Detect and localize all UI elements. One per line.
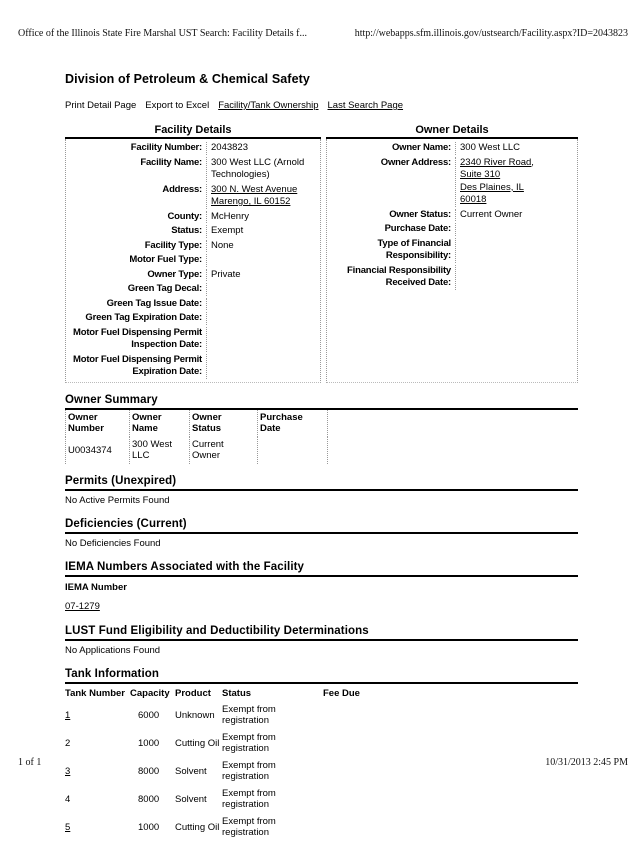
owner-summary-row [66,437,328,464]
owner-details-table [326,124,578,383]
detail-value [206,254,320,267]
print-header-title: Office of the Illinois State Fire Marshal UST Search: Facility Details f... [18,28,308,39]
detail-label: Motor Fuel Dispensing Permit Expiration Date: [73,353,202,377]
tank-fee-due [323,813,578,841]
tank-product: Solvent [175,765,207,777]
detail-label: Green Tag Issue Date: [106,297,202,309]
detail-value [206,327,320,352]
tank-capacity: 1000 [138,737,160,749]
detail-value-line [211,298,320,311]
detail-value-line [211,327,320,340]
detail-value-line [460,223,577,236]
nav-link[interactable]: Print Detail Page [65,100,137,111]
detail-value [455,209,577,222]
detail-label: Financial Responsibility Received Date: [347,264,451,288]
print-header [18,28,628,39]
detail-value [455,238,577,263]
detail-value-line: 300 West LLC [460,142,521,153]
tank-capacity: 1000 [138,821,160,833]
tank-status: Exempt from registration [222,788,276,810]
detail-value [206,298,320,311]
tank-column-header: Tank Number [65,687,126,699]
iema-heading: IEMA Numbers Associated with the Facility [65,561,578,577]
detail-row [66,311,320,326]
detail-value-line: Technologies) [211,169,270,180]
print-footer-page-number: 1 of 1 [18,757,42,768]
detail-row [66,224,320,239]
tank-number-link[interactable]: 1 [65,709,71,721]
tank-fee-due [323,701,578,729]
detail-row [327,208,577,223]
tank-status: Exempt from registration [222,704,276,726]
tank-row [65,701,578,729]
detail-value-line: Private [211,268,241,280]
detail-value-line: Des Plaines, IL [460,181,524,193]
tank-status: Exempt from registration [222,760,276,782]
print-footer [18,757,628,768]
detail-row [327,222,577,237]
detail-label: Motor Fuel Type: [129,254,202,265]
lust-message: No Applications Found [65,644,161,656]
detail-row [327,237,577,264]
tank-status: Exempt from registration [222,816,276,838]
owner-summary-column-header: Owner Number [66,410,130,437]
tank-column-header: Status [222,687,252,699]
detail-row [66,183,320,210]
tank-number-text: 2 [65,737,71,749]
owner-summary-cell: U0034374 [66,437,130,464]
tank-number [65,813,130,841]
tank-column-header: Product [175,687,211,699]
detail-value-line: None [211,239,234,251]
detail-row [327,156,577,208]
iema-column-header: IEMA Number [65,581,127,593]
page-title: Division of Petroleum & Chemical Safety [65,72,310,86]
deficiencies-heading: Deficiencies (Current) [65,518,578,534]
detail-value-line: Marengo, IL 60152 [211,196,291,207]
detail-label: Facility Type: [144,239,202,251]
tank-number-link[interactable]: 5 [65,821,71,833]
detail-value-line [211,254,320,267]
tank-capacity: 8000 [138,793,160,805]
detail-value [206,269,320,282]
nav-links [65,100,578,111]
facility-details-body [65,139,321,383]
detail-value [206,354,320,379]
tank-row [65,785,578,813]
print-header-url: http://webapps.sfm.illinois.gov/ustsearch/Facility.aspx?ID=2043823 [354,28,628,39]
detail-value [206,240,320,253]
owner-summary-column-header: Owner Status [190,410,258,437]
tank-fee-due [323,785,578,813]
detail-label: Owner Name: [391,142,451,153]
detail-row [327,264,577,291]
permits-heading: Permits (Unexpired) [65,475,578,491]
detail-row [66,156,320,183]
tank-fee-due [323,729,578,757]
detail-value-line: 60018 [460,194,487,205]
detail-label: Status: [171,225,202,236]
detail-value-line [460,265,577,278]
nav-link[interactable]: Export to Excel [145,100,210,111]
detail-value [206,211,320,224]
detail-value-line: 300 West LLC (Arnold [211,156,305,168]
detail-label: Green Tag Decal: [127,283,202,294]
tank-product: Cutting Oil [175,821,220,833]
owner-summary-column-header: Owner Name [130,410,190,437]
owner-summary-table [65,410,328,464]
print-footer-datetime: 10/31/2013 2:45 PM [545,757,628,768]
tank-row [65,813,578,841]
detail-value [455,223,577,236]
detail-row [66,239,320,254]
detail-value [206,142,320,155]
detail-value-line: Current Owner [460,208,523,220]
detail-value-line: Exempt [211,225,244,236]
detail-label: Green Tag Expiration Date: [85,312,202,323]
detail-value [206,283,320,296]
owner-details-body [326,139,578,383]
detail-value [206,312,320,325]
deficiencies-message: No Deficiencies Found [65,537,161,549]
detail-value [206,225,320,238]
detail-value-link[interactable] [455,157,577,207]
detail-label: Owner Status: [389,208,451,220]
owner-summary-cell: 300 West LLC [130,437,190,464]
detail-value-line: Suite 310 [460,169,501,180]
detail-row [66,353,320,380]
detail-value-line: 2043823 [211,142,248,153]
tank-number [65,701,130,729]
detail-row [66,297,320,312]
tank-number-text: 4 [65,793,71,805]
detail-row [66,326,320,353]
owner-summary-column-header: Purchase Date [258,410,328,437]
detail-value-line [460,238,577,251]
owner-summary-header-row [66,410,328,437]
owner-summary-cell: Current Owner [190,437,258,464]
facility-details-heading: Facility Details [65,124,321,139]
tank-number-link[interactable]: 3 [65,765,71,777]
iema-number-link[interactable]: 07-1279 [65,600,100,612]
tank-product: Solvent [175,793,207,805]
detail-label: Facility Number: [130,142,202,153]
owner-details-heading: Owner Details [326,124,578,139]
permits-message: No Active Permits Found [65,494,170,506]
detail-label: Motor Fuel Dispensing Permit Inspection Date: [73,326,202,350]
detail-value [455,142,577,155]
detail-value-line: McHenry [211,210,250,222]
tank-number [65,785,130,813]
tank-capacity: 8000 [138,765,160,777]
detail-value-line [211,312,320,325]
detail-row [66,253,320,268]
detail-value [455,265,577,290]
detail-value-line [211,283,320,296]
facility-details-table [65,124,321,383]
detail-label: Owner Type: [147,268,202,280]
detail-row [327,141,577,156]
tank-column-header: Fee Due [323,687,360,699]
tank-row [65,729,578,757]
tank-capacity: 6000 [138,709,160,721]
tank-status: Exempt from registration [222,732,276,754]
lust-heading: LUST Fund Eligibility and Deductibility Determinations [65,625,578,641]
nav-link[interactable]: Last Search Page [327,100,404,111]
detail-label: Facility Name: [140,156,202,168]
detail-label: Purchase Date: [384,223,451,234]
tank-number [65,729,130,757]
tank-header-row [65,685,578,701]
tank-information-heading: Tank Information [65,668,578,684]
detail-row [66,282,320,297]
owner-summary-cell [258,437,328,464]
detail-value [206,157,320,182]
detail-value-line: 2340 River Road, [460,156,534,168]
detail-label: Address: [162,183,202,195]
detail-row [66,210,320,225]
detail-label: Type of Financial Responsibility: [377,237,451,261]
detail-label: County: [167,210,202,222]
tank-product: Cutting Oil [175,737,220,749]
page-content [65,72,578,841]
detail-value-link[interactable] [206,184,320,209]
owner-summary-heading: Owner Summary [65,394,578,410]
detail-row [66,268,320,283]
tank-column-header: Capacity [130,687,170,699]
tank-product: Unknown [175,709,215,721]
detail-value-line [211,354,320,367]
nav-link[interactable]: Facility/Tank Ownership [218,100,319,111]
detail-row [66,141,320,156]
details-section [65,124,578,383]
detail-value-line: 300 N. West Avenue [211,183,298,195]
detail-label: Owner Address: [380,156,451,168]
